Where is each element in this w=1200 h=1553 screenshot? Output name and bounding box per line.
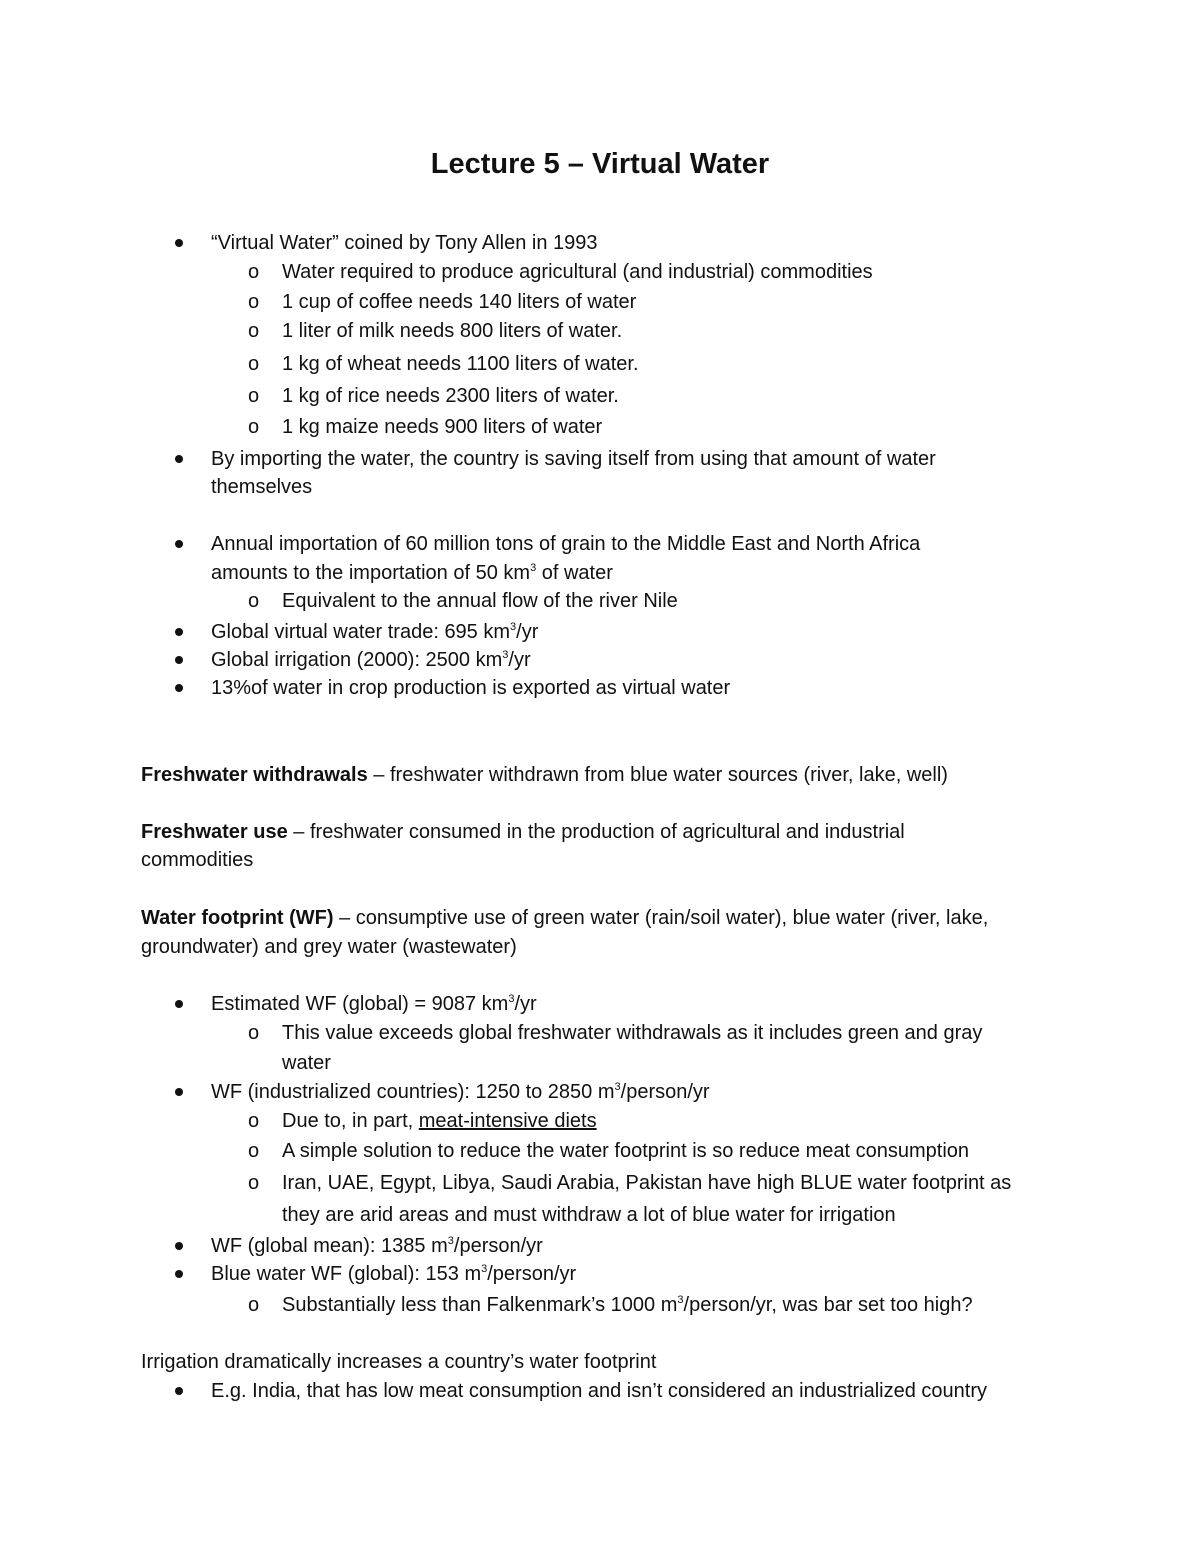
circle-bullet-icon: o — [248, 291, 260, 313]
circle-bullet-icon: o — [248, 320, 260, 342]
circle-bullet-icon: o — [248, 1172, 260, 1194]
sub-item: 1 kg of wheat needs 1100 liters of water. — [282, 353, 639, 375]
definition-use-cont: commodities — [141, 849, 254, 871]
bullet-india: E.g. India, that has low meat consumption and isn’t considered an industrialized country — [211, 1380, 987, 1402]
circle-bullet-icon: o — [248, 1140, 260, 1162]
sub-item: 1 cup of coffee needs 140 liters of water — [282, 291, 637, 313]
bullet-blue-water-wf: Blue water WF (global): 153 $m^3/person/yr$ — [211, 1263, 577, 1285]
bullet-trade: Global virtual water trade: 695 $km^3/yr$ — [211, 621, 539, 643]
sub-item: Due to, in part, meat-intensive diets — [282, 1110, 597, 1132]
bullet-irrigation: Global irrigation (2000): 2500 $km^3/yr$ — [211, 649, 531, 671]
bullet-icon — [175, 1242, 183, 1250]
bullet-icon — [175, 628, 183, 636]
bullet-icon — [175, 684, 183, 692]
meat-intensive-diets-link[interactable]: meat-intensive diets — [418, 1110, 597, 1132]
bullet-grain-cont: amounts to the importation of 50 $km^3$ of water — [211, 562, 613, 584]
sub-item: 1 liter of milk needs 800 liters of water. — [282, 320, 623, 342]
bullet-icon — [175, 656, 183, 664]
bullet-icon — [175, 455, 183, 463]
sub-item-cont: they are arid areas and must withdraw a lot of blue water for irrigation — [282, 1204, 896, 1226]
circle-bullet-icon: o — [248, 590, 260, 612]
bullet-industrialized-wf: WF (industrialized countries): 1250 to 2850 $m^3/person/yr$ — [211, 1081, 710, 1103]
circle-bullet-icon: o — [248, 1110, 260, 1132]
circle-bullet-icon: o — [248, 1294, 260, 1316]
bullet-importing-cont: themselves — [211, 476, 313, 498]
bullet-importing: By importing the water, the country is saving itself from using that amount of water — [211, 448, 936, 470]
definition-water-footprint-cont: groundwater) and grey water (wastewater) — [141, 936, 517, 958]
sub-item: Water required to produce agricultural (and industrial) commodities — [282, 261, 873, 283]
circle-bullet-icon: o — [248, 261, 260, 283]
bullet-global-mean-wf: WF (global mean): 1385 $m^3/person/yr$ — [211, 1235, 543, 1257]
bullet-icon — [175, 1088, 183, 1096]
sub-item: This value exceeds global freshwater withdrawals as it includes green and gray — [282, 1022, 983, 1044]
circle-bullet-icon: o — [248, 385, 260, 407]
bullet-grain: Annual importation of 60 million tons of grain to the Middle East and North Africa — [211, 533, 921, 555]
irrigation-heading: Irrigation dramatically increases a country’s water footprint — [141, 1351, 657, 1373]
circle-bullet-icon: o — [248, 353, 260, 375]
bullet-virtual-water: “Virtual Water” coined by Tony Allen in 1993 — [211, 232, 598, 254]
sub-item: 1 kg of rice needs 2300 liters of water. — [282, 385, 619, 407]
bullet-estimated-wf: Estimated WF (global) = 9087 $km^3/yr$ — [211, 993, 537, 1015]
bullet-icon — [175, 1270, 183, 1278]
sub-item: Substantially less than Falkenmark’s 1000 $m^3/person/yr$, was bar set too high? — [282, 1294, 973, 1316]
sub-item: A simple solution to reduce the water footprint is so reduce meat consumption — [282, 1140, 970, 1162]
definition-water-footprint: Water footprint (WF) – consumptive use of green water (rain/soil water), blue water (river, lake, — [141, 907, 989, 929]
definition-withdrawals: Freshwater withdrawals – freshwater withdrawn from blue water sources (river, lake, well) — [141, 764, 948, 786]
bullet-icon — [175, 1387, 183, 1395]
bullet-icon — [175, 1000, 183, 1008]
page-title: Lecture 5 – Virtual Water — [430, 148, 770, 180]
bullet-export: 13%of water in crop production is exported as virtual water — [211, 677, 731, 699]
bullet-icon — [175, 239, 183, 247]
definition-use: Freshwater use – freshwater consumed in the production of agricultural and industrial — [141, 821, 905, 843]
circle-bullet-icon: o — [248, 1022, 260, 1044]
bullet-icon — [175, 540, 183, 548]
sub-item-cont: water — [282, 1052, 331, 1074]
circle-bullet-icon: o — [248, 416, 260, 438]
sub-item: Iran, UAE, Egypt, Libya, Saudi Arabia, Pakistan have high BLUE water footprint as — [282, 1172, 1012, 1194]
sub-item: Equivalent to the annual flow of the river Nile — [282, 590, 678, 612]
sub-item: 1 kg maize needs 900 liters of water — [282, 416, 603, 438]
